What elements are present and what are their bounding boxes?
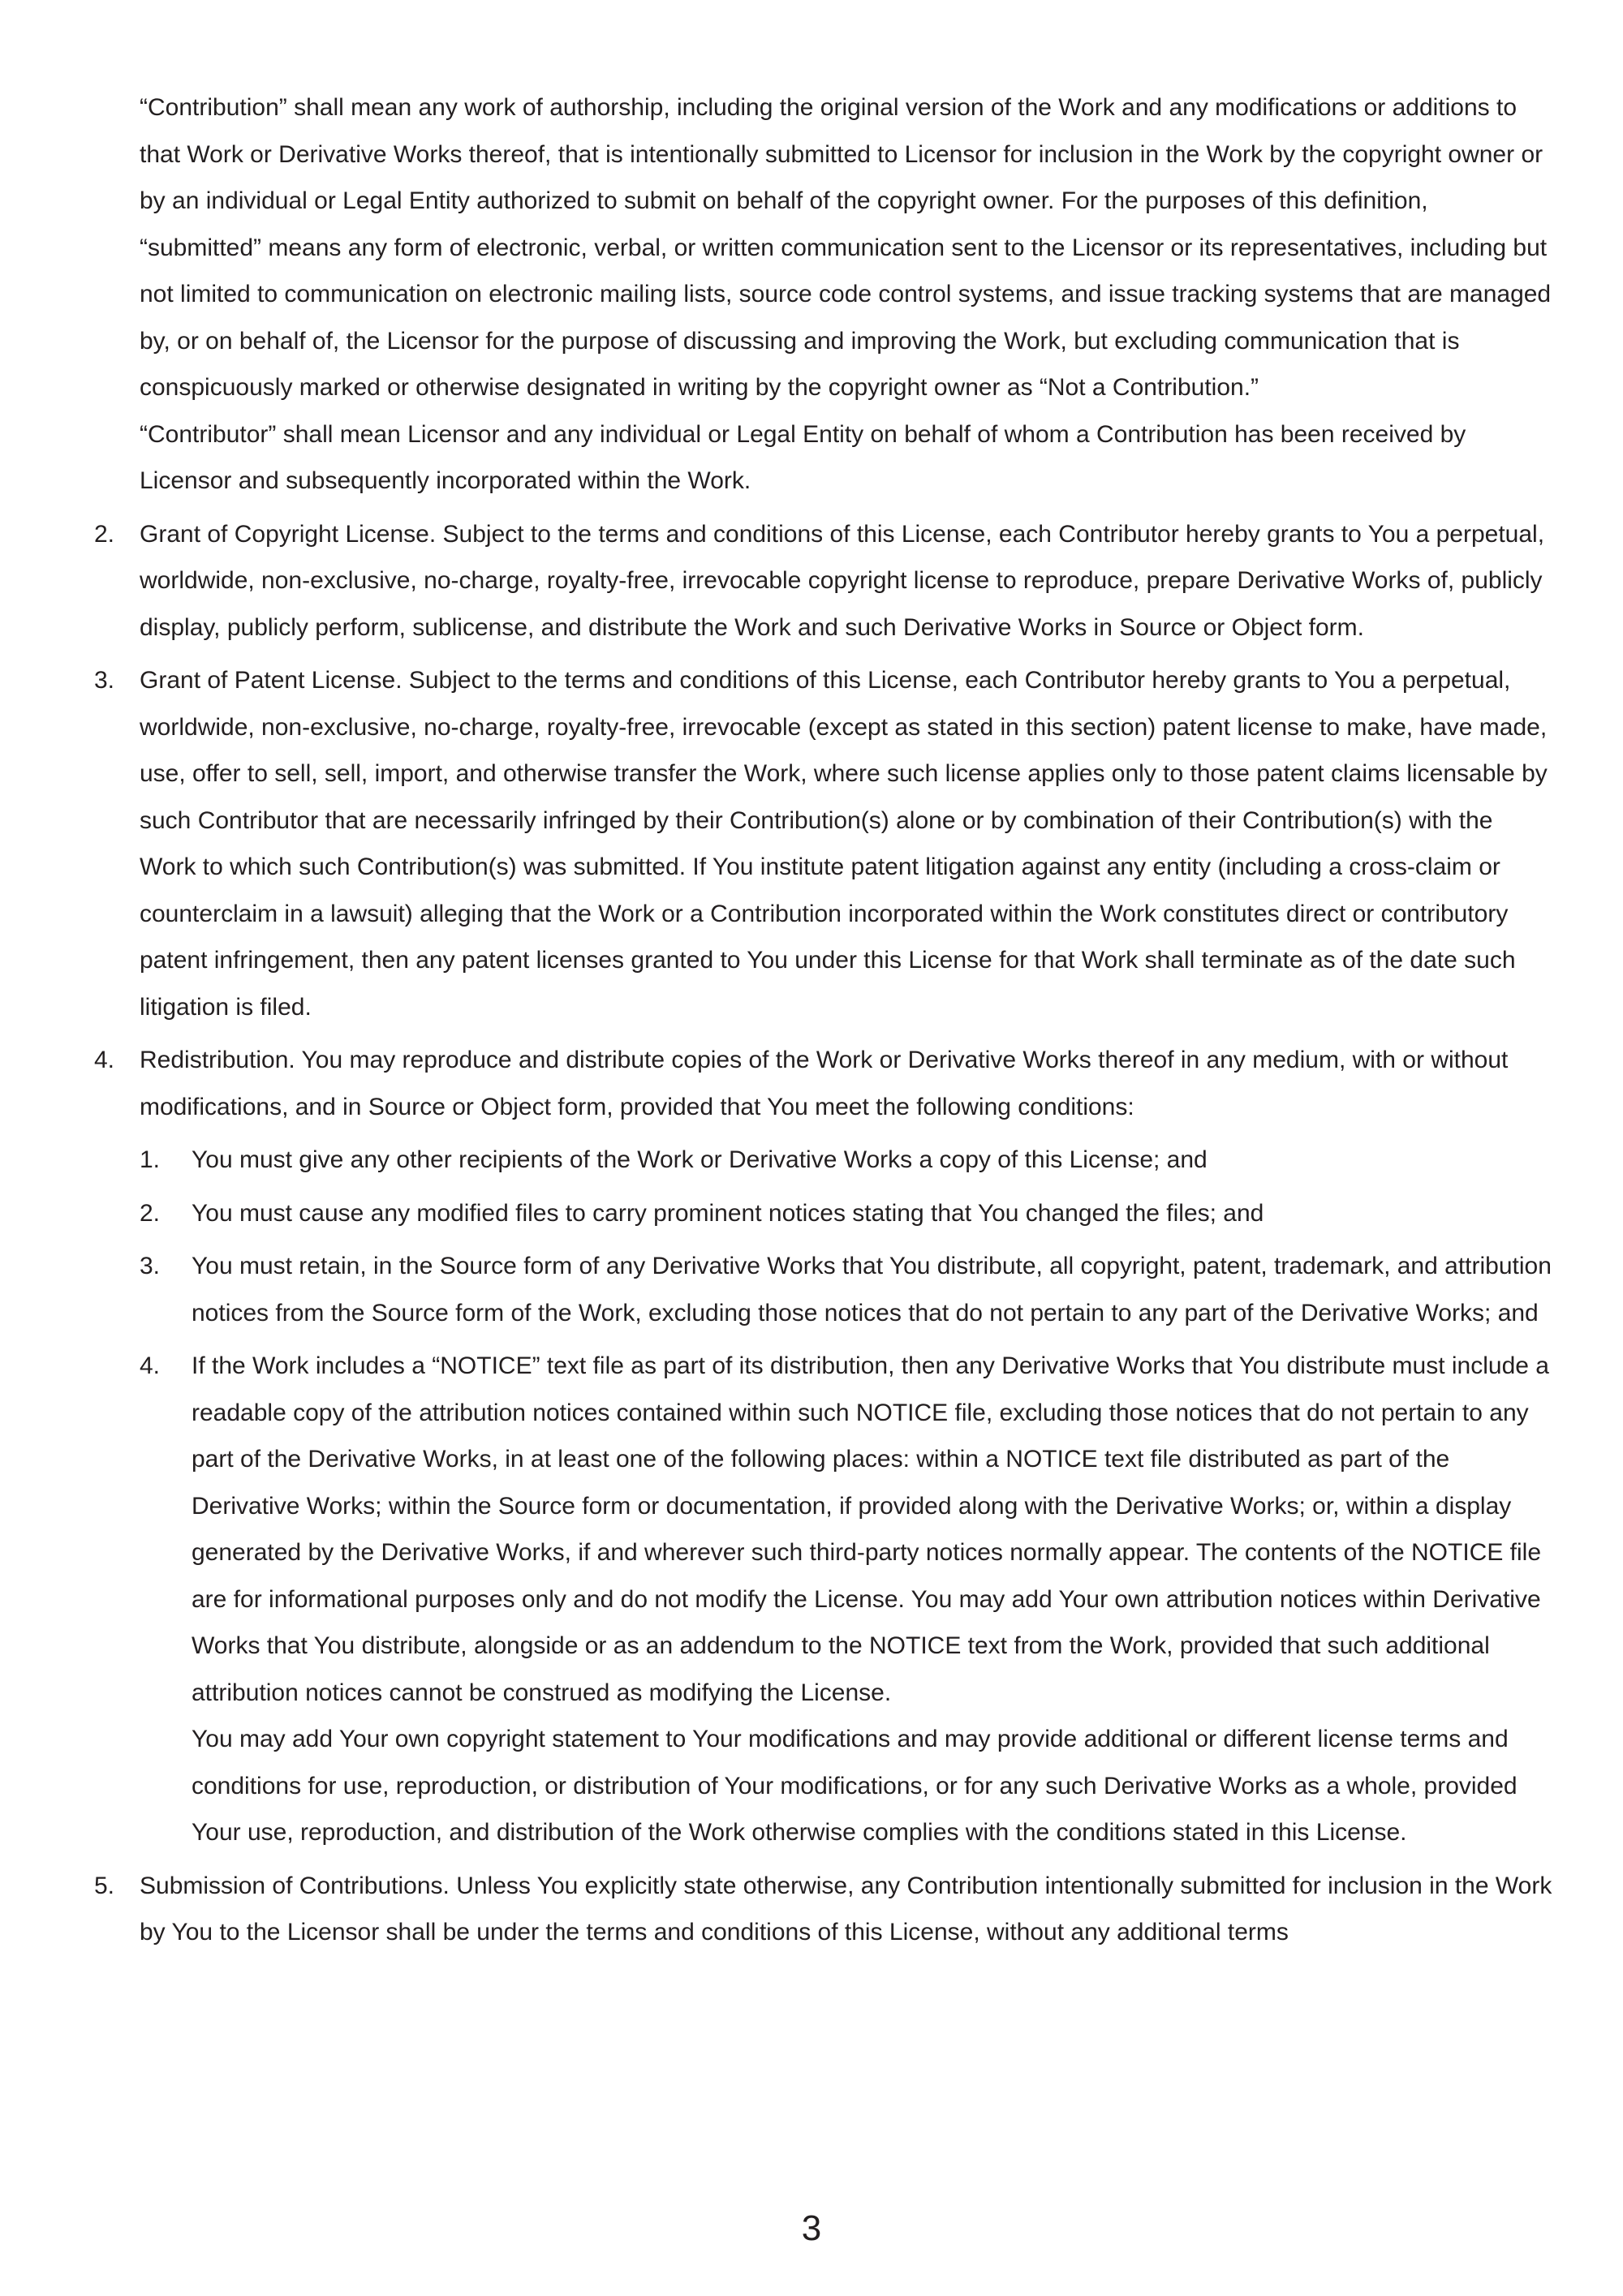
condition-item [140,1243,1555,1336]
condition-item [140,1137,1555,1184]
condition-number: 1. [140,1146,161,1173]
page-number: 3 [801,2208,822,2248]
condition-number: 4. [140,1352,161,1379]
section-text: Redistribution. You may reproduce and distribute copies of the Work or Derivative Works thereof in any medium, with or without modifications, and in Source or Object form, provided that You meet the following conditions: [140,1047,1509,1120]
section-number: 3. [94,667,115,694]
section-number: 5. [94,1872,115,1899]
condition-text: If the Work includes a “NOTICE” text file as part of its distribution, then any Derivative Works that You distribute must include a readable copy of the attribution notices contained within such NOTICE file, excluding those notices that do not pertain to any part of the Derivative Works, in at least one of the following places: within a NOTICE text file distributed as part of the Derivative Works; within the Source form or documentation, if provided along with the Derivative Works; or, within a display generated by the Derivative Works, if and wherever such third-party notices normally appear. The contents of the NOTICE file are for informational purposes only and do not modify the License. You may add Your own attribution notices within Derivative Works that You distribute, alongside or as an addendum to the NOTICE text from the Work, provided that such additional attribution notices cannot be construed as modifying the License. [192,1352,1549,1706]
license-text [94,84,1555,1956]
condition-number: 3. [140,1253,161,1279]
section-number: 4. [94,1047,115,1073]
section-text: Grant of Copyright License. Subject to the terms and conditions of this License, each Contributor hereby grants to You a perpetual, worldwide, non-exclusive, no-charge, royalty-free, irrevocable copyright license to reproduce, prepare Derivative Works of, publicly display, publicly perform, sublicense, and distribute the Work and such Derivative Works in Source or Object form. [140,520,1545,641]
condition-list [140,1137,1555,1856]
section-4 [94,1037,1555,1856]
condition-text: You must retain, in the Source form of any Derivative Works that You distribute, all copyright, patent, trademark, and attribution notices from the Source form of the Work, excluding those notices that do not pertain to any part of the Derivative Works; and [192,1253,1552,1326]
condition-text: You must give any other recipients of the Work or Derivative Works a copy of this License; and [192,1146,1208,1173]
condition-extra-text: You may add Your own copyright statement to Your modifications and may provide additional or different license terms and conditions for use, reproduction, or distribution of Your modifications, or for any such Derivative Works as a whole, provided Your use, reproduction, and distribution of the Work otherwise complies with the conditions stated in this License. [192,1726,1518,1846]
section-text: Submission of Contributions. Unless You explicitly state otherwise, any Contribution intentionally submitted for inclusion in the Work by You to the Licensor shall be under the terms and conditions of this License, without any additional terms [140,1872,1552,1946]
condition-text: You must cause any modified files to carry prominent notices stating that You changed the files; and [192,1199,1264,1227]
section-number: 2. [94,520,115,548]
contributor-definition: “Contributor” shall mean Licensor and any individual or Legal Entity on behalf of whom a Contribution has been received by Licensor and subsequently incorporated within the Work. [140,420,1466,494]
section-3 [94,657,1555,1030]
section-text: Grant of Patent License. Subject to the terms and conditions of this License, each Contributor hereby grants to You a perpetual, worldwide, non-exclusive, no-charge, royalty-free, irrevocable (except as stated in this section) patent license to make, have made, use, offer to sell, sell, import, and otherwise transfer the Work, where such license applies only to those patent claims licensable by such Contributor that are necessarily infringed by their Contribution(s) alone or by combination of their Contribution(s) with the Work to which such Contribution(s) was submitted. If You institute patent litigation against any entity (including a cross-claim or counterclaim in a lawsuit) alleging that the Work or a Contribution incorporated within the Work constitutes direct or contributory patent infringement, then any patent licenses granted to You under this License for that Work shall terminate as of the date such litigation is filed. [140,667,1548,1021]
contribution-definition: “Contribution” shall mean any work of authorship, including the original version of the Work and any modifications or additions to that Work or Derivative Works thereof, that is intentionally submitted to Licensor for inclusion in the Work by the copyright owner or by an individual or Legal Entity authorized to submit on behalf of the copyright owner. For the purposes of this definition, “submitted” means any form of electronic, verbal, or written communication sent to the Licensor or its representatives, including but not limited to communication on electronic mailing lists, source code control systems, and issue tracking systems that are managed by, or on behalf of, the Licensor for the purpose of discussing and improving the Work, but excluding communication that is conspicuously marked or otherwise designated in writing by the copyright owner as “Not a Contribution.” [140,94,1552,401]
condition-item [140,1190,1555,1237]
condition-item [140,1343,1555,1856]
section-2 [94,511,1555,651]
section-5 [94,1863,1555,1956]
condition-number: 2. [140,1199,161,1227]
